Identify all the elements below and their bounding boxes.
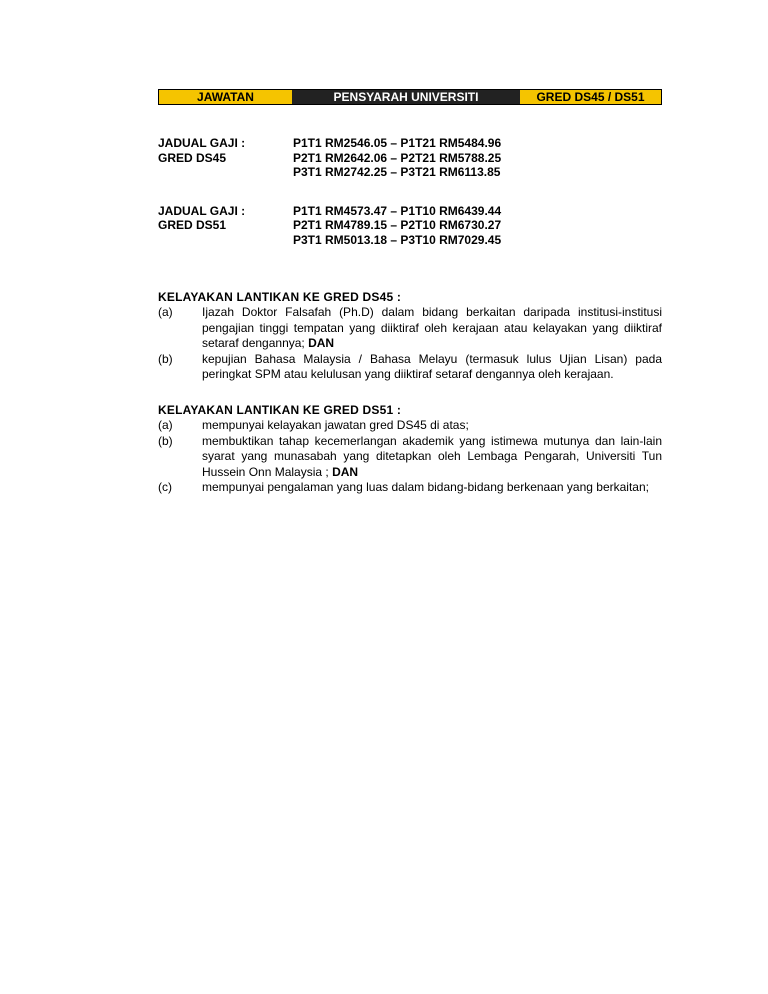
salary-label-title: JADUAL GAJI : [158, 203, 246, 218]
salary-line: P1T1 RM4573.47 – P1T10 RM6439.44 [293, 203, 502, 218]
position-header-bar [158, 89, 662, 105]
salary-label [158, 204, 293, 248]
item-text-body: kepujian Bahasa Malaysia / Bahasa Melayu (termasuk lulus Ujian Lisan) pada peringkat SPM atau kelulusan yang diiktiraf setaraf dengannya oleh kerajaan. [202, 351, 662, 382]
item-text-body: mempunyai pengalaman yang luas dalam bidang-bidang berkenaan yang berkaitan; [202, 480, 649, 495]
salary-line: P3T1 RM5013.18 – P3T10 RM7029.45 [293, 232, 502, 247]
header-position-title: PENSYARAH UNIVERSITI [292, 90, 520, 104]
document-page [158, 89, 662, 496]
qualification-ds45-list [158, 305, 662, 383]
salary-label-title: JADUAL GAJI : [158, 136, 246, 150]
item-keyword: DAN [332, 464, 359, 479]
item-text [202, 352, 662, 383]
list-item [158, 434, 662, 481]
salary-label-grade: GRED DS45 [158, 150, 227, 165]
item-text-body: mempunyai kelayakan jawatan gred DS45 di atas; [202, 417, 469, 432]
salary-values [293, 136, 501, 180]
header-grade: GRED DS45 / DS51 [520, 90, 661, 104]
salary-schedule-ds51 [158, 204, 662, 248]
item-text [202, 418, 662, 434]
salary-label [158, 136, 293, 180]
header-position-label: JAWATAN [159, 90, 292, 104]
list-item [158, 352, 662, 383]
item-text-body: Ijazah Doktor Falsafah (Ph.D) dalam bidang berkaitan daripada institusi-institusi pengajian tinggi tempatan yang diiktiraf oleh kerajaan atau kelayakan yang diiktiraf setaraf dengannya; [202, 305, 662, 351]
salary-values [293, 204, 501, 248]
item-text [202, 305, 662, 352]
item-marker: (b) [158, 433, 173, 448]
list-item [158, 418, 662, 434]
item-text [202, 434, 662, 481]
salary-schedule-ds45 [158, 136, 662, 180]
salary-line: P2T1 RM4789.15 – P2T10 RM6730.27 [293, 218, 502, 232]
salary-label-grade: GRED DS51 [158, 218, 227, 232]
salary-line: P2T1 RM2642.06 – P2T21 RM5788.25 [293, 150, 502, 165]
salary-line: P3T1 RM2742.25 – P3T21 RM6113.85 [293, 165, 501, 179]
item-keyword: DAN [308, 336, 335, 351]
item-text-body: membuktikan tahap kecemerlangan akademik yang istimewa mutunya dan lain-lain syarat yang munasabah yang ditetapkan oleh Lembaga Pengarah, Universiti Tun Hussein Onn Malaysia ; [202, 433, 662, 479]
item-marker: (a) [158, 305, 173, 319]
item-marker: (a) [158, 417, 173, 432]
salary-line: P1T1 RM2546.05 – P1T21 RM5484.96 [293, 136, 502, 150]
qualification-ds45-title: KELAYAKAN LANTIKAN KE GRED DS45 : [158, 290, 402, 304]
item-marker: (b) [158, 351, 173, 366]
item-marker: (c) [158, 480, 172, 495]
list-item [158, 305, 662, 352]
item-text [202, 480, 662, 496]
list-item [158, 480, 662, 496]
qualification-ds51-title: KELAYAKAN LANTIKAN KE GRED DS51 : [158, 402, 402, 417]
qualification-ds51-list [158, 418, 662, 496]
